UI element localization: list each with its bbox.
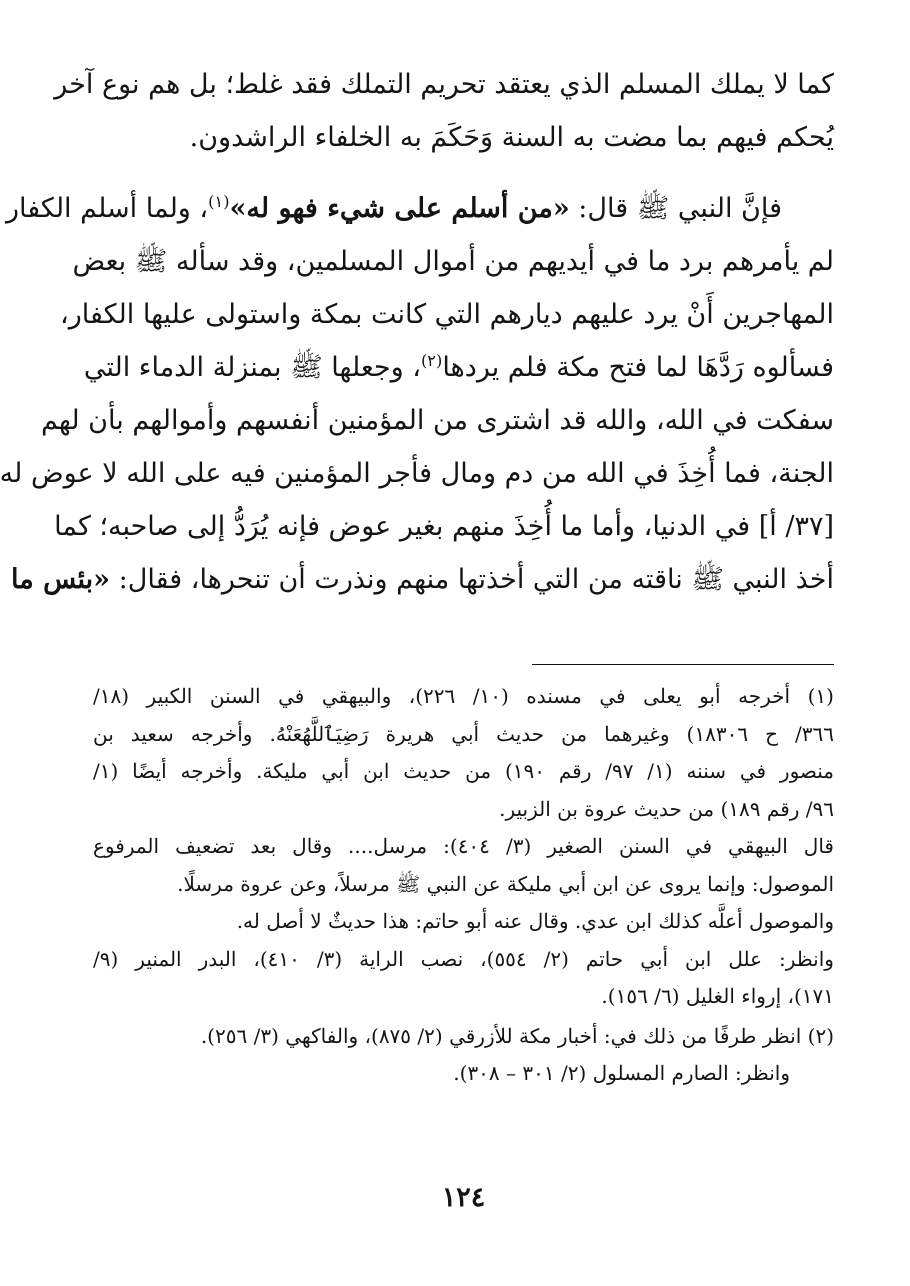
footnote-line: قال البيهقي في السنن الصغير (٣/ ٤٠٤): مرسل.... وقال بعد تضعيف المرفوع	[93, 834, 834, 858]
footnote-line: وانظر: الصارم المسلول (٢/ ٣٠١ – ٣٠٨).	[453, 1061, 790, 1085]
footnote-line: ٩٦/ رقم ١٨٩) من حديث عروة بن الزبير.	[499, 796, 834, 821]
footnote-1	[93, 678, 834, 828]
paragraph-2	[0, 182, 834, 606]
text-line	[83, 341, 834, 394]
text-segment: ، ولما أسلم الكفار	[5, 193, 209, 224]
text-line: لم يأمرهم برد ما في أيديهم من أموال المسلمين، وقد سأله ﷺ بعض	[72, 246, 834, 277]
text-line: الجنة، فما أُخِذَ في الله من دم ومال فأجر المؤمنين فيه على الله لا عوض له	[0, 458, 834, 489]
footnotes	[93, 678, 834, 1093]
paragraph-1	[54, 58, 834, 164]
book-page	[0, 58, 834, 1286]
footnote-ref-2: (٢)	[420, 351, 443, 370]
text-line: سفكت في الله، والله قد اشترى من المؤمنين أنفسهم وأموالهم بأن لهم	[40, 405, 834, 436]
footnote-line: الموصول: وإنما يروى عن ابن أبي مليكة عن النبي ﷺ مرسلاً، وعن عروة مرسلًا.	[177, 871, 834, 896]
footnote-line: (٢) انظر طرفًا من ذلك في: أخبار مكة للأزرقي (٢/ ٨٧٥)، والفاكهي (٣/ ٢٥٦).	[200, 1023, 834, 1048]
footnote-2	[93, 1018, 834, 1093]
main-text	[0, 58, 834, 606]
footnote-line: ١٧١)، إرواء الغليل (٦/ ١٥٦).	[601, 984, 834, 1008]
text-line: [٣٧/ أ] في الدنيا، وأما ما أُخِذَ منهم بغير عوض فإنه يُرَدُّ إلى صاحبه؛ كما	[54, 511, 834, 542]
footnote-line: (١) أخرجه أبو يعلى في مسنده (١٠/ ٢٢٦)، والبيهقي في السنن الكبير (١٨/	[93, 684, 834, 708]
hadith-quote: «من أسلم على شيء فهو له»	[229, 193, 570, 224]
text-line: كما لا يملك المسلم الذي يعتقد تحريم التملك فقد غلط؛ بل هم نوع آخر	[54, 69, 834, 100]
footnote-line: والموصول أعلَّه كذلك ابن عدي. وقال عنه أبو حاتم: هذا حديثٌ لا أصل له.	[236, 909, 834, 933]
text-segment: ، وجعلها ﷺ بمنزلة الدماء التي	[83, 352, 421, 383]
footnote-1-note	[93, 828, 834, 1016]
footnote-line: منصور في سننه (١/ ٩٧/ رقم ١٩٠) من حديث ابن أبي مليكة. وأخرجه أيضًا (١/	[93, 759, 834, 783]
text-line: المهاجرين أَنْ يرد عليهم ديارهم التي كانت بمكة واستولى عليها الكفار،	[59, 299, 834, 330]
text-segment: فإنَّ النبي ﷺ قال:	[569, 193, 782, 224]
footnote-line: وانظر: علل ابن أبي حاتم (٢/ ٥٥٤)، نصب الراية (٣/ ٤١٠)، البدر المنير (٩/	[93, 946, 834, 971]
footnote-line: ٣٦٦/ ح ١٨٣٠٦) وغيرهما من حديث أبي هريرة رَضِيَٱللَّهُعَنْهُ. وأخرجه سعيد بن	[93, 721, 834, 746]
text-line: يُحكم فيهم بما مضت به السنة وَحَكَمَ به الخلفاء الراشدون.	[189, 122, 834, 153]
footnote-separator	[532, 664, 834, 665]
text-line	[11, 553, 834, 606]
text-segment: فسألوه رَدَّهَا لما فتح مكة فلم يردها	[442, 352, 834, 383]
footnote-ref-1: (١)	[208, 192, 230, 211]
page-number: ١٢٤	[441, 1182, 486, 1213]
hadith-quote: «بئس ما	[11, 564, 111, 595]
text-segment: أخذ النبي ﷺ ناقته من التي أخذتها منهم ونذرت أن تنحرها، فقال:	[110, 564, 834, 595]
text-line	[5, 182, 834, 235]
